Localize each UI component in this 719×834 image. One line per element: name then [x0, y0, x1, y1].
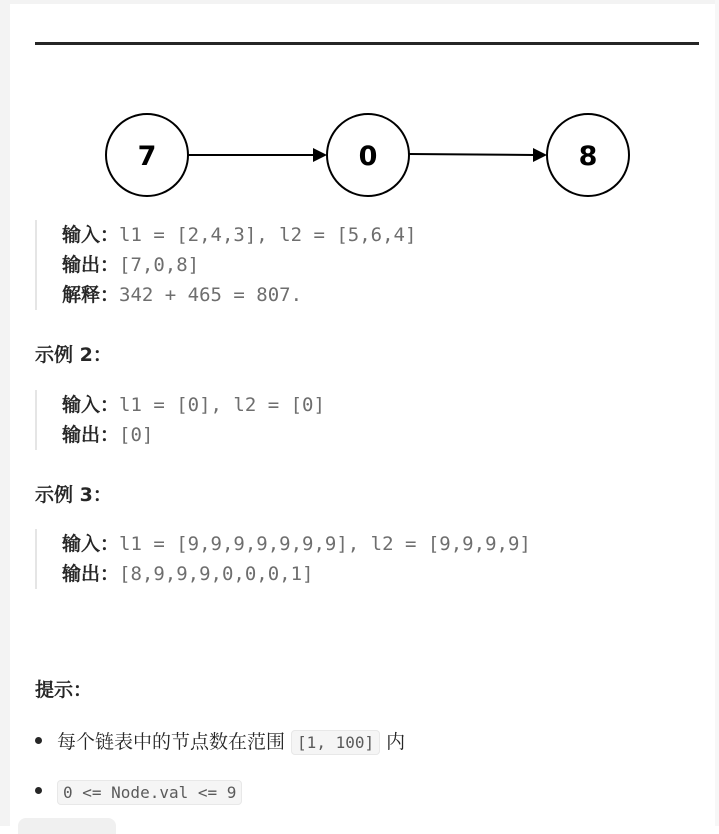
example-2-output-value: [0]: [119, 424, 154, 446]
horizontal-rule: [35, 42, 699, 45]
example-2-output-line: [62, 420, 702, 450]
hint-item-1: [35, 727, 405, 757]
example-1-explain-line: [62, 280, 702, 310]
example-1-explain-value: 342 + 465 = 807.: [119, 284, 303, 306]
bottom-scroll-tab: [18, 818, 116, 834]
example-1-output-label: 输出：: [62, 254, 120, 276]
bullet-dot-icon: [35, 737, 42, 744]
list-node-2: [327, 114, 409, 196]
example-1-input-line: [62, 220, 702, 250]
example-2-input-label: 输入：: [62, 394, 120, 416]
list-node-1-value: 7: [137, 141, 157, 172]
list-node-2-value: 0: [358, 141, 378, 172]
hint-item-1-text-before: 每个链表中的节点数在范围: [57, 731, 292, 753]
example-2-heading: 示例 2：: [35, 344, 112, 366]
example-1-block: [35, 220, 702, 310]
example-2-block: [35, 390, 702, 450]
list-node-3: [547, 114, 629, 196]
example-1-input-value: l1 = [2,4,3], l2 = [5,6,4]: [119, 224, 417, 246]
example-3-output-label: 输出：: [62, 563, 120, 585]
list-node-1: [106, 114, 188, 196]
example-1-output-line: [62, 250, 702, 280]
example-2-input-line: [62, 390, 702, 420]
bullet-dot-icon: [35, 787, 42, 794]
example-3-heading: 示例 3：: [35, 484, 112, 506]
example-3-input-line: [62, 529, 702, 559]
example-2-output-label: 输出：: [62, 424, 120, 446]
hint-item-1-code: [1, 100]: [291, 730, 380, 755]
list-arrow-1: [188, 148, 327, 162]
linked-list-diagram: [0, 100, 719, 210]
hints-heading: 提示：: [35, 679, 93, 701]
frame-top-border: [0, 0, 719, 4]
example-3-block: [35, 529, 702, 589]
hint-item-2-code: 0 <= Node.val <= 9: [57, 780, 242, 805]
example-1-explain-label: 解释：: [62, 284, 120, 306]
example-3-input-value: l1 = [9,9,9,9,9,9,9], l2 = [9,9,9,9]: [119, 533, 531, 555]
example-3-output-line: [62, 559, 702, 589]
example-3-input-label: 输入：: [62, 533, 120, 555]
example-2-input-value: l1 = [0], l2 = [0]: [119, 394, 325, 416]
example-1-output-value: [7,0,8]: [119, 254, 200, 276]
hint-item-1-text-after: 内: [380, 731, 406, 753]
example-3-output-value: [8,9,9,9,0,0,0,1]: [119, 563, 314, 585]
example-1-input-label: 输入：: [62, 224, 120, 246]
list-node-3-value: 8: [578, 141, 598, 172]
hint-item-2: [35, 777, 242, 807]
list-arrow-2: [409, 148, 547, 162]
